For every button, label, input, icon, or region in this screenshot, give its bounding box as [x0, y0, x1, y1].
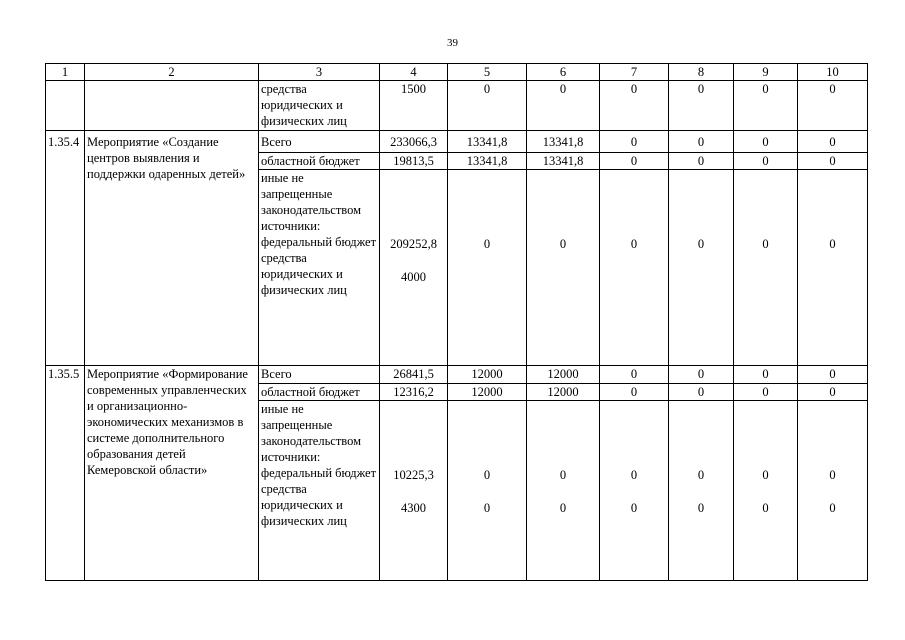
value-cell: 0: [669, 131, 734, 153]
source-cell: [259, 170, 380, 366]
value-cell: [448, 170, 527, 366]
value-cell: [669, 401, 734, 581]
legal-value: 0: [483, 501, 491, 515]
col-header: 9: [734, 64, 798, 81]
table-row-continued: [46, 81, 868, 131]
value-cell: [527, 401, 600, 581]
col-header: 1: [46, 64, 85, 81]
source-cell: [259, 401, 380, 581]
legal-value: 0: [697, 501, 705, 515]
value-cell: 0: [600, 384, 669, 401]
other-sources-label: иные не запрещенные законодательством источники:: [261, 171, 362, 233]
value-cell: 0: [734, 384, 798, 401]
value-cell: 0: [448, 81, 527, 131]
item-name: Мероприятие «Формирование современных управленческих и организационно-экономических механизмов в системе дополнительного образования детей Кемеровской области»: [85, 366, 259, 581]
value-cell: 0: [734, 131, 798, 153]
value-cell: 12000: [448, 384, 527, 401]
col-header: 2: [85, 64, 259, 81]
value-cell: 0: [734, 366, 798, 384]
value-cell: 13341,8: [448, 153, 527, 170]
federal-value: 0: [483, 237, 491, 251]
col-header: 5: [448, 64, 527, 81]
legal-value: 0: [829, 501, 836, 515]
col-header: 3: [259, 64, 380, 81]
col-header: 7: [600, 64, 669, 81]
value-cell: [669, 170, 734, 366]
legal-entities-label: средства юридических и физических лиц: [261, 251, 347, 297]
federal-value: 0: [630, 237, 638, 251]
value-cell: 0: [734, 81, 798, 131]
budget-table: [45, 63, 868, 581]
source-cell: средства юридических и физических лиц: [259, 81, 380, 131]
value-cell: 0: [798, 81, 868, 131]
value-cell: 13341,8: [527, 131, 600, 153]
empty-cell: [46, 81, 85, 131]
value-cell: 0: [669, 384, 734, 401]
value-cell: 0: [798, 384, 868, 401]
federal-value: 0: [762, 237, 769, 251]
col-header: 4: [380, 64, 448, 81]
item-number: 1.35.4: [46, 131, 85, 366]
value-cell: [527, 170, 600, 366]
value-cell: 19813,5: [380, 153, 448, 170]
value-cell: 0: [600, 131, 669, 153]
value-cell: [380, 170, 448, 366]
federal-value: 209252,8: [390, 237, 437, 251]
col-header: 6: [527, 64, 600, 81]
federal-value: 0: [829, 237, 836, 251]
value-cell: [448, 401, 527, 581]
value-cell: [600, 170, 669, 366]
value-cell: 0: [734, 153, 798, 170]
value-cell: 0: [798, 131, 868, 153]
source-cell: Всего: [259, 366, 380, 384]
table-row-total: [46, 366, 868, 384]
federal-value: 0: [697, 237, 705, 251]
value-cell: [734, 401, 798, 581]
legal-value: 4000: [401, 270, 426, 284]
federal-value: 0: [559, 468, 567, 482]
source-cell: Всего: [259, 131, 380, 153]
federal-value: 0: [559, 237, 567, 251]
federal-value: 0: [762, 468, 769, 482]
value-cell: 0: [669, 81, 734, 131]
federal-budget-label: федеральный бюджет: [261, 235, 377, 249]
legal-value: 0: [630, 501, 638, 515]
value-cell: 0: [669, 153, 734, 170]
value-cell: [798, 401, 868, 581]
value-cell: 1500: [380, 81, 448, 131]
value-cell: 0: [527, 81, 600, 131]
legal-entities-label: средства юридических и физических лиц: [261, 482, 347, 528]
value-cell: 13341,8: [448, 131, 527, 153]
item-number: 1.35.5: [46, 366, 85, 581]
empty-cell: [85, 81, 259, 131]
col-header: 8: [669, 64, 734, 81]
legal-value: 0: [559, 501, 567, 515]
source-cell: областной бюджет: [259, 384, 380, 401]
value-cell: 12000: [527, 366, 600, 384]
value-cell: 0: [798, 366, 868, 384]
federal-value: 0: [829, 468, 836, 482]
value-cell: 233066,3: [380, 131, 448, 153]
value-cell: 0: [600, 153, 669, 170]
value-cell: [734, 170, 798, 366]
value-cell: 0: [600, 81, 669, 131]
federal-value: 0: [697, 468, 705, 482]
value-cell: 12000: [448, 366, 527, 384]
value-cell: 13341,8: [527, 153, 600, 170]
legal-value: 4300: [401, 501, 426, 515]
legal-value: 0: [762, 501, 769, 515]
value-cell: 0: [798, 153, 868, 170]
item-name: Мероприятие «Создание центров выявления и поддержки одаренных детей»: [85, 131, 259, 366]
value-cell: [380, 401, 448, 581]
table-row-total: [46, 131, 868, 153]
value-cell: 12000: [527, 384, 600, 401]
col-header: 10: [798, 64, 868, 81]
value-cell: 0: [669, 366, 734, 384]
page-number: 39: [447, 37, 458, 49]
value-cell: 12316,2: [380, 384, 448, 401]
federal-value: 0: [630, 468, 638, 482]
value-cell: [600, 401, 669, 581]
other-sources-label: иные не запрещенные законодательством источники:: [261, 402, 362, 464]
value-cell: 26841,5: [380, 366, 448, 384]
value-cell: [798, 170, 868, 366]
federal-value: 0: [483, 468, 491, 482]
source-cell: областной бюджет: [259, 153, 380, 170]
value-cell: 0: [600, 366, 669, 384]
federal-budget-label: федеральный бюджет: [261, 466, 377, 480]
federal-value: 10225,3: [393, 468, 434, 482]
header-row: [46, 64, 868, 81]
